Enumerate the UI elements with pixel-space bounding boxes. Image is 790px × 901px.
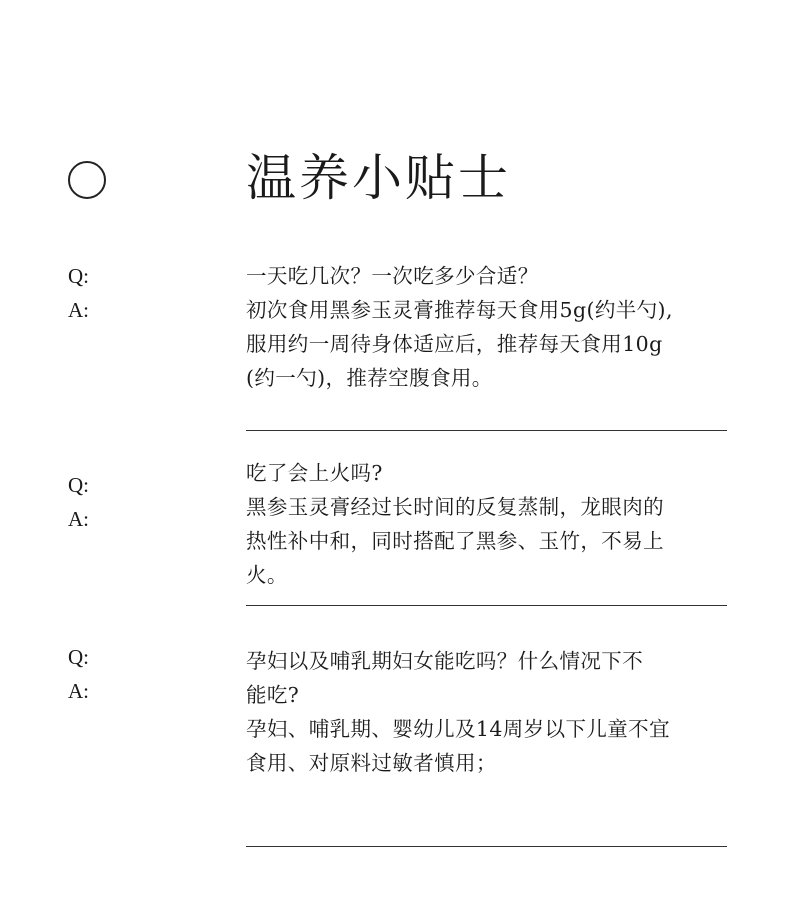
qa-labels-3	[68, 640, 89, 708]
answer-line: 初次食用黑参玉灵膏推荐每天食用5g(约半勺),	[246, 298, 673, 322]
divider	[246, 430, 727, 431]
qa-item-3	[246, 644, 736, 780]
answer-line: 食用、对原料过敏者慎用；	[246, 751, 497, 775]
answer-line: 热性补中和，同时搭配了黑参、玉竹，不易上	[246, 529, 664, 553]
qa-item-1	[246, 259, 736, 395]
question-text: 吃了会上火吗?	[246, 461, 383, 485]
answer-line: 服用约一周待身体适应后，推荐每天食用10g	[246, 332, 663, 356]
answer-line: 孕妇、哺乳期、婴幼儿及14周岁以下儿童不宜	[246, 717, 670, 741]
divider	[246, 846, 727, 847]
question-text: 孕妇以及哺乳期妇女能吃吗？什么情况下不	[246, 649, 644, 673]
qa-labels-2	[68, 468, 89, 536]
qa-item-2	[246, 456, 736, 592]
answer-line: 火。	[246, 563, 288, 587]
answer-label: A:	[68, 679, 89, 703]
answer-line: (约一勺)，推荐空腹食用。	[246, 366, 493, 390]
question-text: 能吃?	[246, 683, 300, 707]
question-label: Q:	[68, 645, 89, 669]
question-label: Q:	[68, 473, 89, 497]
circle-icon	[68, 161, 106, 199]
qa-labels-1	[68, 259, 89, 327]
divider	[246, 605, 727, 606]
question-text: 一天吃几次？一次吃多少合适？	[246, 264, 539, 288]
answer-label: A:	[68, 507, 89, 531]
answer-label: A:	[68, 298, 89, 322]
answer-line: 黑参玉灵膏经过长时间的反复蒸制，龙眼肉的	[246, 495, 664, 519]
page-title: 温养小贴士	[246, 149, 511, 207]
question-label: Q:	[68, 264, 89, 288]
